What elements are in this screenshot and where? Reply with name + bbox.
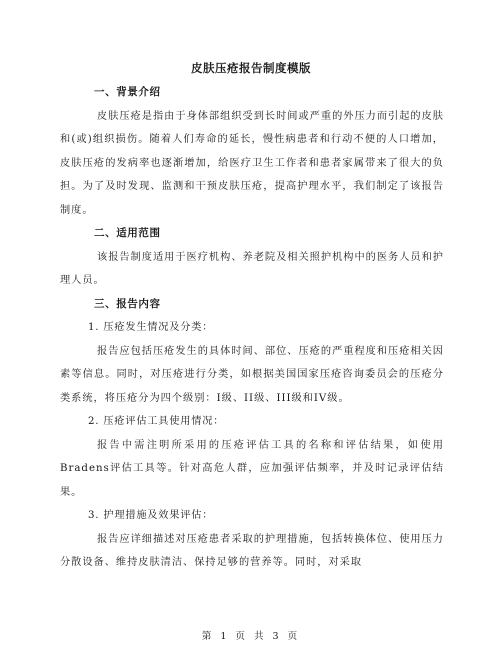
item-heading-assessment-tool: 2. 压疮评估工具使用情况：: [88, 416, 225, 427]
item-text-assessment-tool: 报告中需注明所采用的压疮评估工具的名称和评估结果，如使用Bradens评估工具等。针对高危人群，应加强评估频率，并及时记录评估结果。: [60, 439, 444, 498]
scope-paragraph: 该报告制度适用于医疗机构、养老院及相关照护机构中的医务人员和护理人员。: [60, 251, 444, 286]
item-heading-occurrence: 1. 压疮发生情况及分类：: [88, 322, 214, 333]
background-paragraph: 皮肤压疮是指由于身体部组织受到长时间或严重的外压力而引起的皮肤和(或)组织损伤。随着人们寿命的延长，慢性病患者和行动不便的人口增加，皮肤压疮的发病率也逐渐增加，给医疗卫生工作者和患者家属带来了很大的负担。为了及时发现、监测和干预皮肤压疮，提高护理水平，我们制定了该报告制度。: [60, 110, 444, 216]
item-heading-nursing-measures: 3. 护理措施及效果评估：: [88, 510, 214, 521]
section-heading-scope: 二、适用范围: [94, 227, 161, 239]
page-number-footer: 第 1 页 共 3 页: [201, 631, 301, 642]
item-text-nursing-measures: 报告应详细描述对压疮患者采取的护理措施，包括转换体位、使用压力分散设备、维持皮肤清洁、保持足够的营养等。同时，对采取: [60, 533, 444, 568]
document-title: 皮肤压疮报告制度模版: [191, 61, 311, 75]
section-heading-background: 一、背景介绍: [94, 86, 161, 98]
section-heading-report-content: 三、报告内容: [94, 297, 161, 310]
item-text-occurrence: 报告应包括压疮发生的具体时间、部位、压疮的严重程度和压疮相关因素等信息。同时，对压疮进行分类，如根据美国国家压疮咨询委员会的压疮分类系统，将压疮分为四个级别：I级、II级、III级和IV级。: [60, 345, 444, 404]
document-body: [60, 81, 444, 575]
